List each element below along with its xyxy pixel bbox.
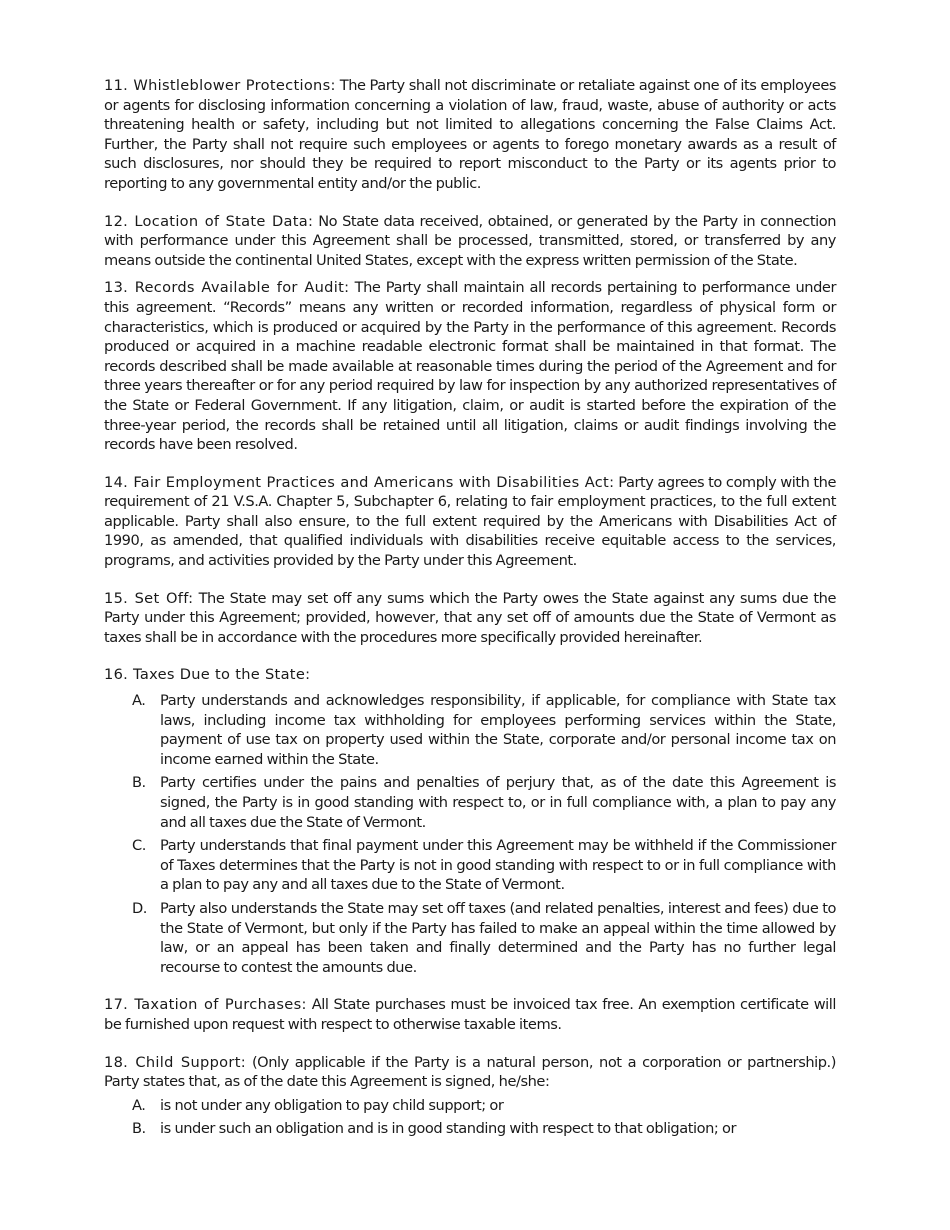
section-heading: 16. Taxes Due to the State: xyxy=(104,666,311,684)
section-12-location-of-state-data xyxy=(104,212,836,271)
list-item-text: Party also understands the State may set off taxes (and related penalties, interest and fees) due to the State of Vermont, but only if the Party has failed to make an appeal within the time allowed by law, or an appeal has been taken and finally determined and the Party has no further legal recourse to contest the amounts due. xyxy=(160,899,836,976)
list-item-letter: D. xyxy=(132,899,147,917)
list-item-letter: A. xyxy=(132,1096,146,1114)
section-15-set-off xyxy=(104,589,836,648)
section-heading: 11. Whistleblower Protections: xyxy=(104,77,336,94)
section-body: (Only applicable if the Party is a natural person, not a corporation or partnership.) Party states that, as of the date this Agreement is signed, he/she: xyxy=(104,1053,836,1091)
list-item xyxy=(104,773,836,832)
section-heading: 12. Location of State Data: xyxy=(104,212,314,230)
list-item xyxy=(104,691,836,769)
section-heading: 13. Records Available for Audit: xyxy=(104,279,350,297)
list-item xyxy=(104,836,836,895)
section-body: All State purchases must be invoiced tax free. An exemption certificate will be furnished upon request with respect to otherwise taxable items. xyxy=(104,996,836,1033)
section-heading: 15. Set Off: xyxy=(104,589,194,607)
section-body: No State data received, obtained, or generated by the Party in connection with performance under this Agreement shall be processed, transmitted, stored, or transferred by any means outside the continental United States, except with the express written permission of the State. xyxy=(104,212,837,269)
section-body: The Party shall not discriminate or retaliate against one of its employees or agents for disclosing information concerning a violation of law, fraud, waste, abuse of authority or acts threatening health or safety, including but not limited to allegations concerning the False Claims Act. Further, the Party shall not require such employees or agents to forego monetary awards as a result of such disclosures, nor should they be required to report misconduct to the Party or its agents prior to reporting to any governmental entity and/or the public. xyxy=(104,77,837,192)
section-body: The State may set off any sums which the Party owes the State against any sums due the Party under this Agreement; provided, however, that any set off of amounts due the State of Vermont as taxes shall be in accordance with the procedures more specifically provided hereinafter. xyxy=(104,589,836,646)
list-item xyxy=(104,899,836,977)
section-18-child-support xyxy=(104,1053,836,1139)
section-heading: 17. Taxation of Purchases: xyxy=(104,996,307,1014)
section-13-records-available-for-audit xyxy=(104,278,836,454)
section-heading: 18. Child Support: xyxy=(104,1053,246,1071)
list-item xyxy=(104,1096,836,1116)
list-item-text: is not under any obligation to pay child support; or xyxy=(160,1096,504,1114)
list-item-letter: B. xyxy=(132,1120,146,1138)
list-item-text: is under such an obligation and is in good standing with respect to that obligation; or xyxy=(160,1120,737,1138)
section-body: Party agrees to comply with the requirement of 21 V.S.A. Chapter 5, Subchapter 6, relating to fair employment practices, to the full extent applicable. Party shall also ensure, to the full extent required by the Americans with Disabilities Act of 1990, as amended, that qualified individuals with disabilities receive equitable access to the services, programs, and activities provided by the Party under this Agreement. xyxy=(104,473,836,570)
section-16-taxes-due-to-the-state xyxy=(104,665,836,977)
list-item-letter: C. xyxy=(132,837,146,855)
list-item-text: Party understands that final payment under this Agreement may be withheld if the Commissioner of Taxes determines that the Party is not in good standing with respect to or in full compliance with a plan to pay any and all taxes due to the State of Vermont. xyxy=(160,837,836,894)
list-item-letter: B. xyxy=(132,774,146,792)
section-11-whistleblower-protections xyxy=(104,76,836,194)
section-14-fair-employment-practices xyxy=(104,473,836,571)
section-17-taxation-of-purchases xyxy=(104,995,836,1034)
list-item-letter: A. xyxy=(132,692,146,710)
list-item-text: Party certifies under the pains and penalties of perjury that, as of the date this Agreement is signed, the Party is in good standing with respect to, or in full compliance with, a plan to pay any and all taxes due the State of Vermont. xyxy=(160,774,836,831)
list-item xyxy=(104,1119,836,1139)
section-body: The Party shall maintain all records pertaining to performance under this agreement. “Records” means any written or recorded information, regardless of physical form or characteristics, which is produced or acquired by the Party in the performance of this agreement. Records produced or acquired in a machine readable electronic format shall be maintained in that format. The records described shall be made available at reasonable times during the period of the Agreement and for three years thereafter or for any period required by law for inspection by any authorized representatives of the State or Federal Government. If any litigation, claim, or audit is started before the expiration of the three-year period, the records shall be retained until all litigation, claims or audit findings involving the records have been resolved. xyxy=(104,279,837,454)
section-heading: 14. Fair Employment Practices and Americans with Disabilities Act: xyxy=(104,473,615,491)
list-item-text: Party understands and acknowledges responsibility, if applicable, for compliance with State tax laws, including income tax withholding for employees performing services within the State, payment of use tax on property used within the State, corporate and/or personal income tax on income earned within the State. xyxy=(160,692,836,768)
